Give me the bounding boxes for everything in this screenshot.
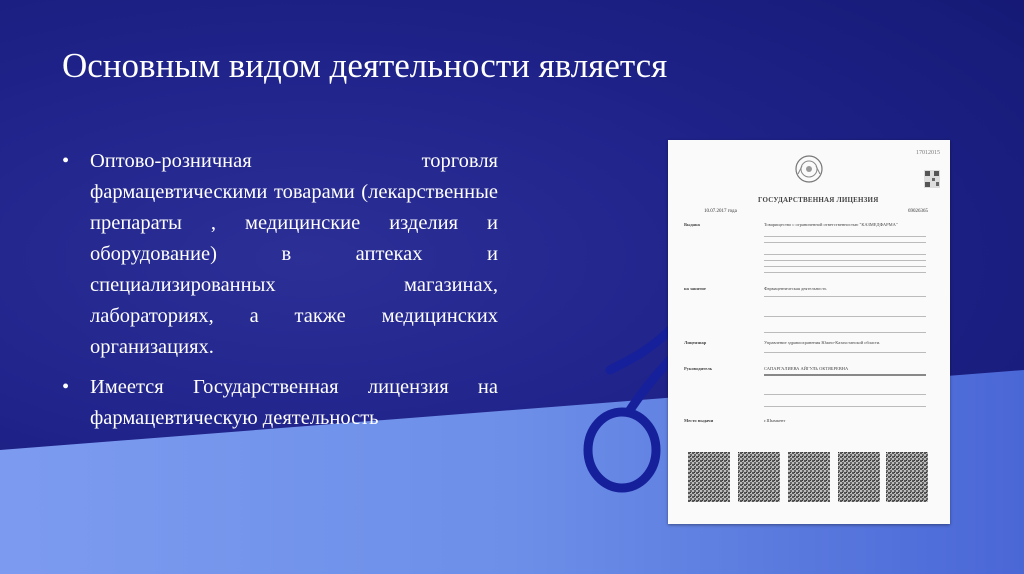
text-line	[764, 394, 926, 395]
bullet-marker: •	[62, 376, 70, 398]
bullet-item	[62, 372, 498, 434]
text-line	[764, 316, 926, 317]
text-line	[764, 406, 926, 407]
place-label: Место выдачи	[684, 418, 714, 423]
text-line	[764, 236, 926, 237]
activity-value: Фармацевтическая деятельность	[764, 286, 827, 291]
bullet-marker: •	[62, 150, 70, 172]
text-line	[764, 242, 926, 243]
bullet-text: Имеется Государственная лицензия на фармацевтическую деятельность	[90, 376, 498, 429]
barcode-block	[688, 452, 730, 502]
kazakhstan-emblem-icon	[794, 154, 824, 184]
slide-title: Основным видом деятельности является	[62, 46, 668, 85]
text-line	[764, 352, 926, 353]
text-line	[764, 254, 926, 255]
text-line	[764, 296, 926, 297]
bullet-item	[62, 146, 498, 363]
qr-code-icon	[924, 170, 940, 188]
place-value: г.Шымкент	[764, 418, 786, 423]
issued-label: Выдана	[684, 222, 700, 227]
text-line	[764, 266, 926, 267]
licensor-label: Лицензиар	[684, 340, 707, 345]
text-line	[764, 332, 926, 333]
activity-label: на занятие	[684, 286, 706, 291]
issued-to: Товарищество с ограниченной ответственностью "КАЗМЕДФАРМА"	[764, 222, 898, 227]
barcode-blocks	[688, 452, 928, 502]
signature-line	[764, 374, 926, 376]
license-date: 10.07.2017 года	[704, 209, 737, 214]
barcode-block	[738, 452, 780, 502]
license-heading: ГОСУДАРСТВЕННАЯ ЛИЦЕНЗИЯ	[758, 196, 879, 204]
text-line	[764, 272, 926, 273]
barcode-block	[788, 452, 830, 502]
head-value: САПАРГАЛИЕВА АЙГУЛЬ ОКТЯБРЕВНА	[764, 366, 849, 371]
license-document-image	[668, 140, 950, 524]
text-line	[764, 260, 926, 261]
licensor-value: Управление здравоохранения Южно-Казахстанской области.	[764, 340, 881, 345]
bullet-text: Оптово-розничная торговля фармацевтическими товарами (лекарственные препараты , медицинские изделия и оборудование) в аптеках и специализированных магазинах, лабораториях, а также медицинских организациях.	[90, 150, 498, 358]
barcode-block	[886, 452, 928, 502]
license-corner-number: 17012015	[916, 150, 940, 156]
bullet-list	[62, 146, 498, 434]
head-label: Руководитель	[684, 366, 713, 371]
license-number: 69026365	[908, 209, 928, 214]
barcode-block	[838, 452, 880, 502]
